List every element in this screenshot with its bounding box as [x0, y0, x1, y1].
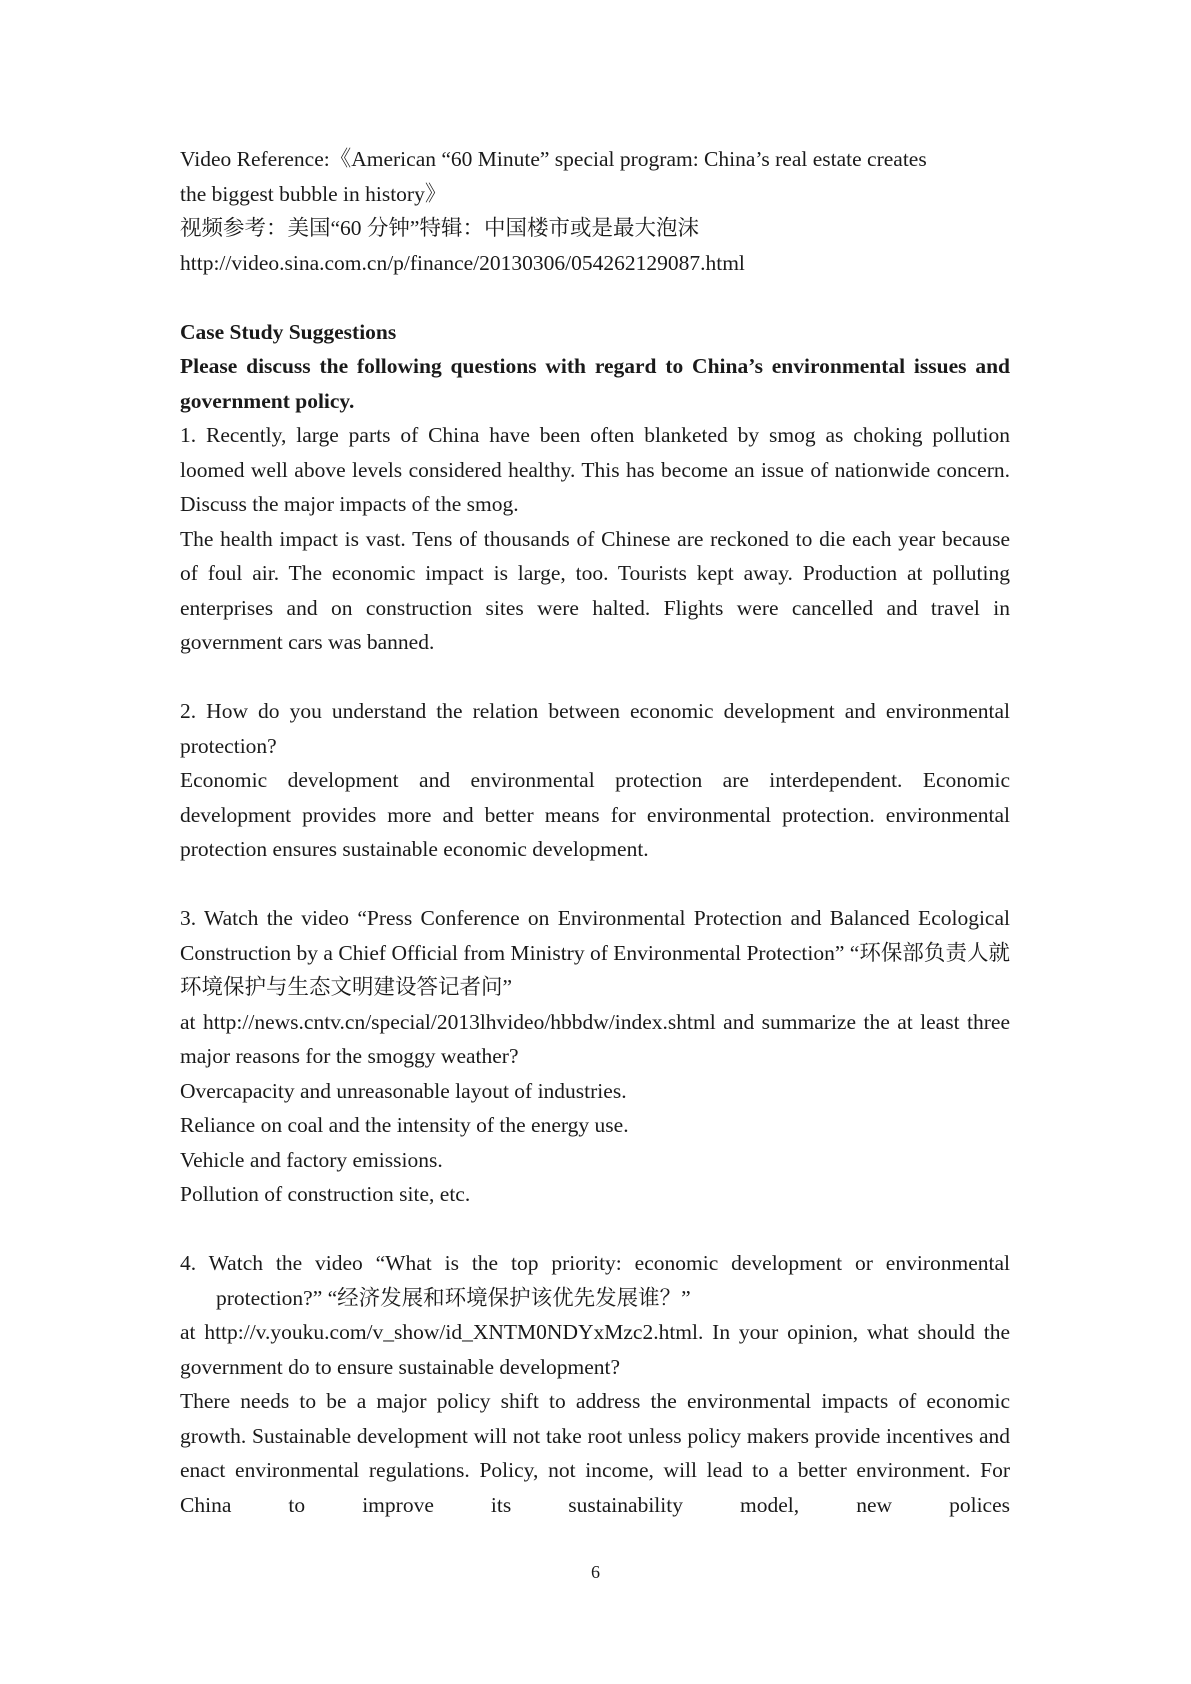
video-reference-chinese: 视频参考：美国“60 分钟”特辑：中国楼市或是最大泡沫 [180, 216, 699, 240]
answer-3-item: Vehicle and factory emissions. [180, 1147, 443, 1172]
question-3: 3. Watch the video “Press Conference on Environmental Protection and Balanced Ecological Construction by a Chief Official from Ministry of Environmental Protection” “环保部负责人就环境保护与生态文明建设答记者问” [180, 906, 1010, 999]
video-reference-url: http://video.sina.com.cn/p/finance/20130306/054262129087.html [180, 250, 745, 275]
question-4-link-line: at http://v.youku.com/v_show/id_XNTM0NDYxMzc2.html. In your opinion, what should the government do to ensure sustainable development? [180, 1320, 1010, 1379]
case-study-intro: Please discuss the following questions with regard to China’s environmental issues and government policy. [180, 354, 1010, 413]
answer-2: Economic development and environmental protection are interdependent. Economic development provides more and better means for environmental protection. environmental protection ensures sustainable economic development. [180, 768, 1010, 861]
paragraph-gap [180, 1212, 1010, 1247]
answer-3-item: Pollution of construction site, etc. [180, 1182, 471, 1206]
paragraph-gap [180, 660, 1010, 695]
document-body [180, 142, 1010, 1522]
question-1: 1. Recently, large parts of China have been often blanketed by smog as choking pollution loomed well above levels considered healthy. This has become an issue of nationwide concern. Discuss the major impacts of the smog. [180, 423, 1010, 516]
answer-3-item: Overcapacity and unreasonable layout of industries. [180, 1078, 627, 1103]
answer-3-item: Reliance on coal and the intensity of the energy use. [180, 1113, 629, 1137]
page-number: 6 [591, 1562, 600, 1582]
paragraph-gap [180, 867, 1010, 902]
case-study-heading: Case Study Suggestions [180, 319, 397, 344]
answer-4: There needs to be a major policy shift to address the environmental impacts of economic growth. Sustainable development will not take root unless policy makers provide incentives and enact environmental regulations. Policy, not income, will lead to a better environment. For China to improve its sustainability model, new polices [180, 1389, 1010, 1517]
question-2: 2. How do you understand the relation between economic development and environmental protection? [180, 699, 1010, 758]
question-4: 4. Watch the video “What is the top priority: economic development or environmental protection?” “经济发展和环境保护该优先发展谁？” [180, 1251, 1010, 1310]
answer-1: The health impact is vast. Tens of thousands of Chinese are reckoned to die each year because of foul air. The economic impact is large, too. Tourists kept away. Production at polluting enterprises and on construction sites were halted. Flights were cancelled and travel in government cars was banned. [180, 526, 1010, 654]
video-reference-line-2: the biggest bubble in history》 [180, 181, 447, 206]
video-reference-line-1: Video Reference:《American “60 Minute” special program: China’s real estate creates [180, 147, 927, 171]
paragraph-gap [180, 280, 1010, 315]
question-3-link-line: at http://news.cntv.cn/special/2013lhvideo/hbbdw/index.shtml and summarize the at least three major reasons for the smoggy weather? [180, 1009, 1010, 1068]
